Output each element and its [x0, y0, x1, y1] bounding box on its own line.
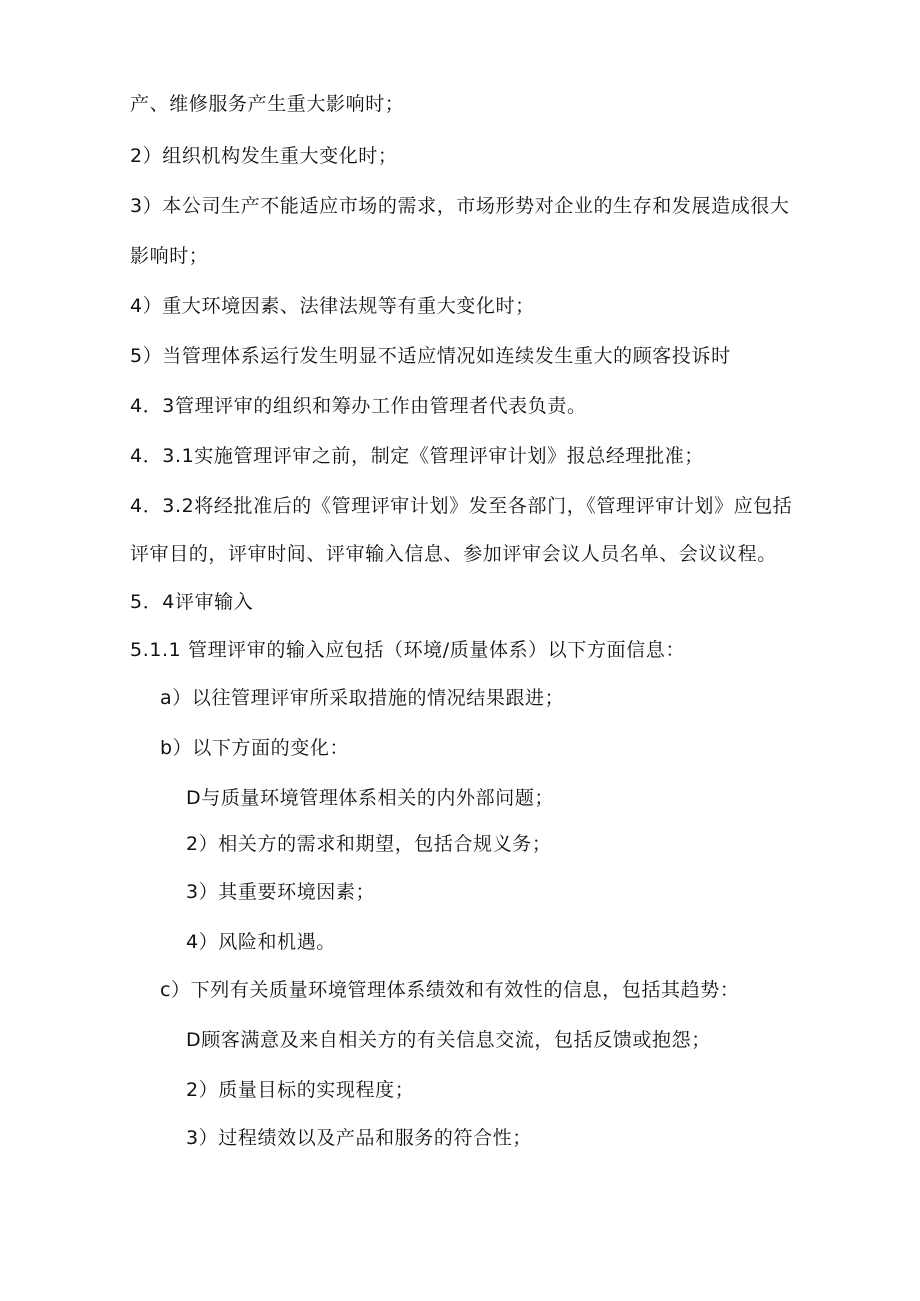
text-line: b）以下方面的变化： [160, 737, 350, 759]
text-line: 5）当管理体系运行发生明显不适应情况如连续发生重大的顾客投诉时 [130, 345, 731, 367]
text-line: 4）重大环境因素、法律法规等有重大变化时； [130, 295, 535, 317]
text-line: 4）风险和机遇。 [186, 931, 336, 953]
text-line: 2）质量目标的实现程度； [186, 1079, 415, 1101]
text-line: D与质量环境管理体系相关的内外部问题； [186, 787, 555, 809]
text-line: 4．3.2将经批准后的《管理评审计划》发至各部门，《管理评审计划》应包括 [130, 495, 793, 517]
text-line: 2）相关方的需求和期望，包括合规义务； [186, 833, 552, 855]
text-line: 3）过程绩效以及产品和服务的符合性； [186, 1127, 532, 1149]
text-line: 影响时； [130, 245, 209, 267]
text-line: 5.1.1 管理评审的输入应包括（环境/质量体系）以下方面信息： [130, 639, 685, 661]
text-line: c）下列有关质量环境管理体系绩效和有效性的信息，包括其趋势： [160, 979, 740, 1001]
text-line: 4．3管理评审的组织和筹办工作由管理者代表负责。 [130, 395, 587, 417]
text-line: 产、维修服务产生重大影响时； [130, 93, 405, 115]
text-line: 2）组织机构发生重大变化时； [130, 145, 398, 167]
text-line: 3）本公司生产不能适应市场的需求，市场形势对企业的生存和发展造成很大 [130, 195, 790, 217]
text-line: 4．3.1实施管理评审之前，制定《管理评审计划》报总经理批准； [130, 445, 704, 467]
text-line: 3）其重要环境因素； [186, 881, 376, 903]
text-line: a）以往管理评审所采取措施的情况结果跟进； [160, 687, 565, 709]
text-line: D顾客满意及来自相关方的有关信息交流，包括反馈或抱怨； [186, 1029, 711, 1051]
text-line: 评审目的，评审时间、评审输入信息、参加评审会议人员名单、会议议程。 [130, 543, 777, 565]
text-line: 5．4评审输入 [130, 591, 254, 613]
